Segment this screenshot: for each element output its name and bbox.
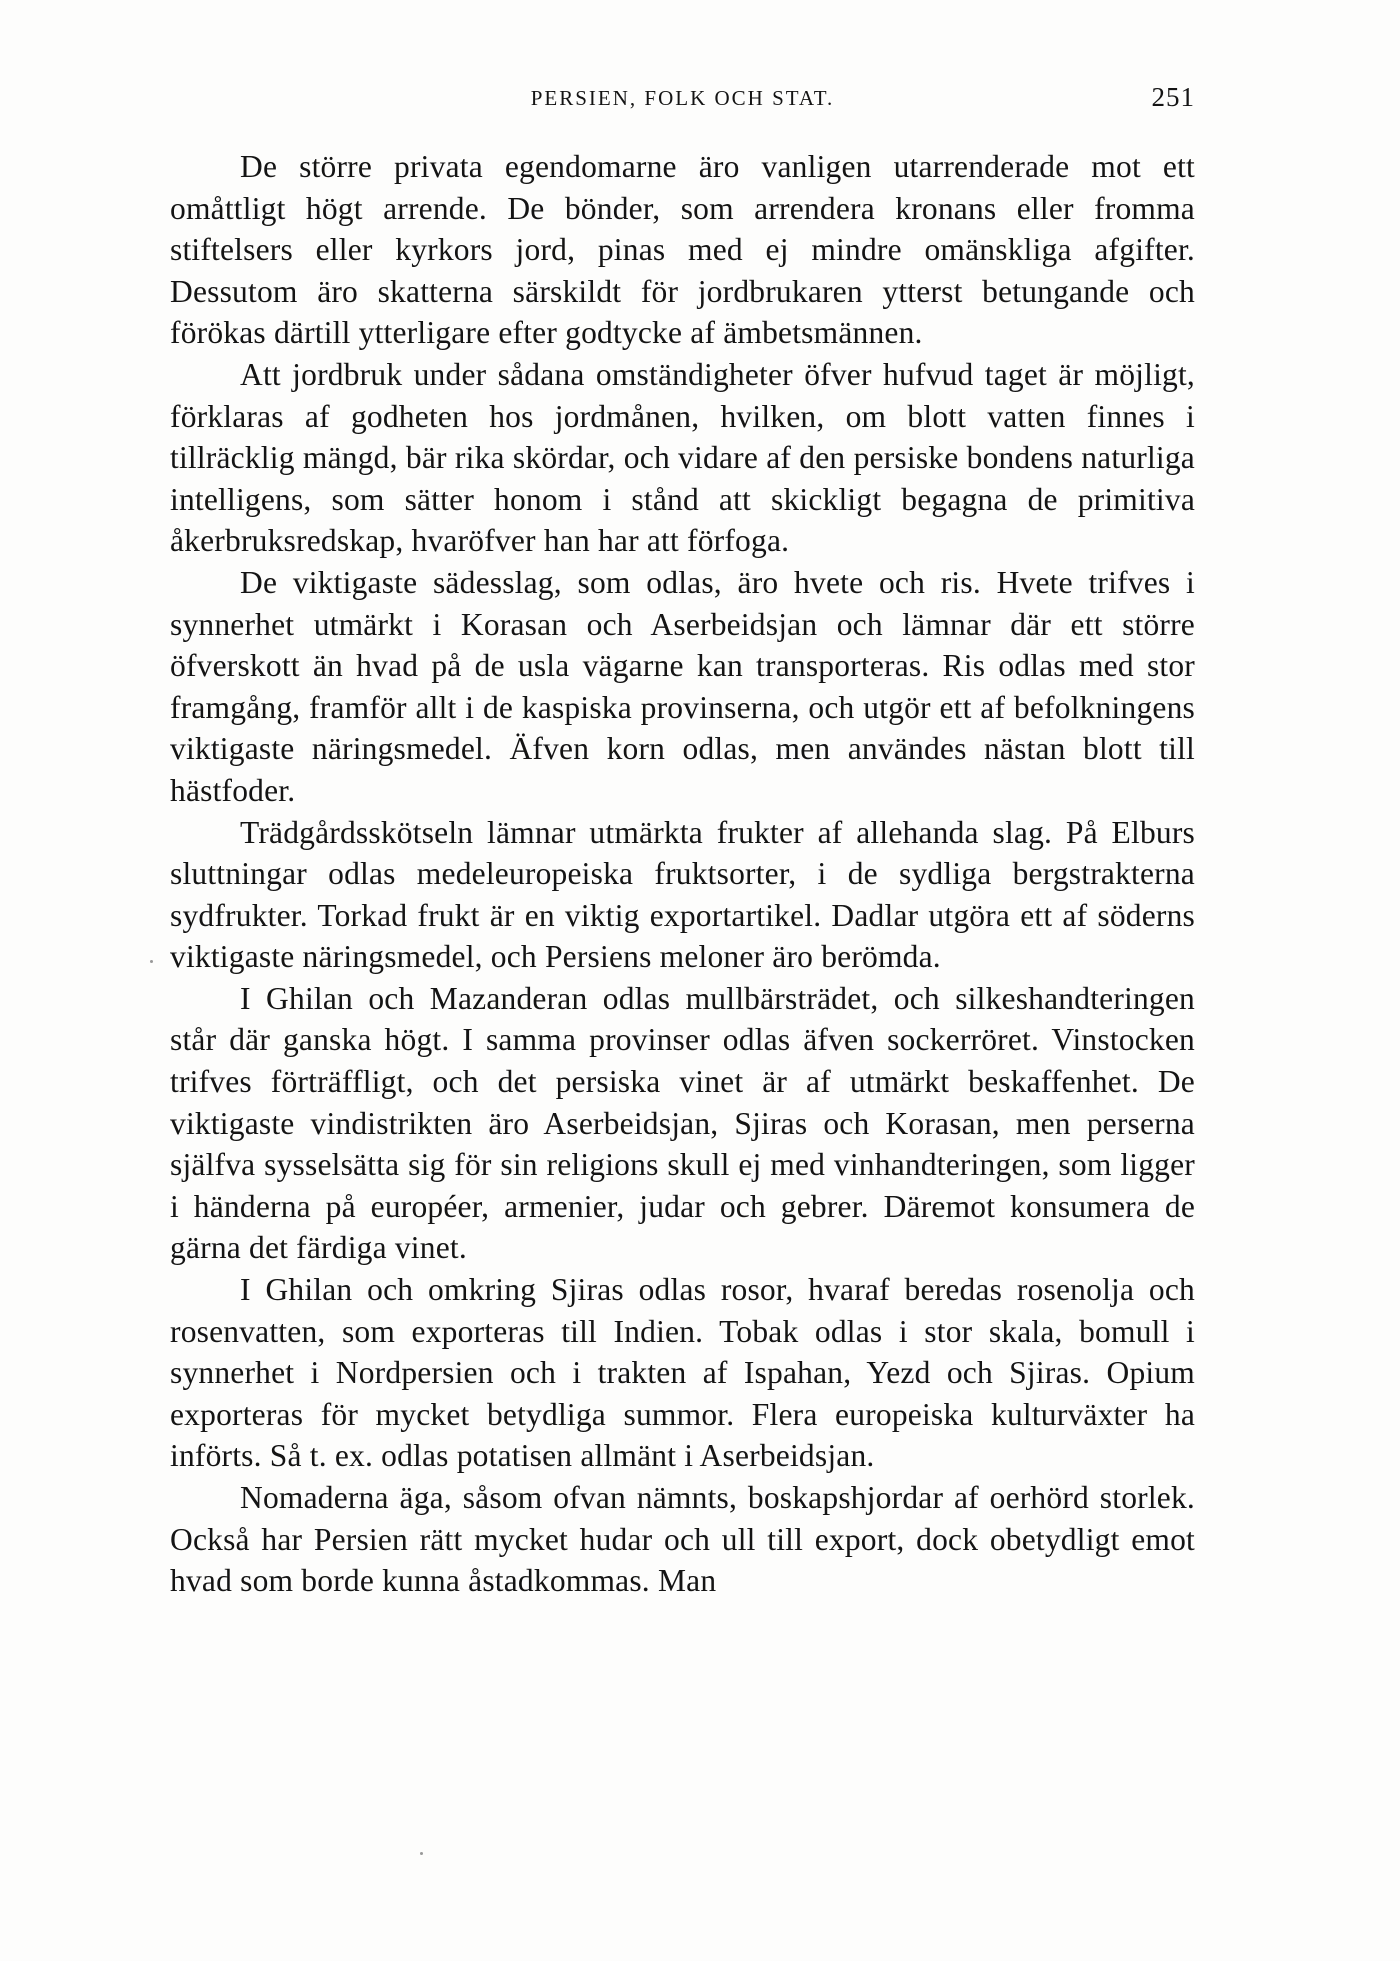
margin-speck (150, 960, 153, 963)
page-number: 251 (1151, 82, 1195, 112)
paragraph: I Ghilan och omkring Sjiras odlas rosor, hvaraf beredas rosenolja och rosenvatten, som exporteras till Indien. Tobak odlas i stor skala, bomull i synnerhet i Nordpersien och i trakten af Ispahan, Yezd och Sjiras. Opium exporteras för mycket betydliga summor. Flera europeiska kulturväxter ha införts. Så t. ex. odlas potatisen allmänt i Aserbeidsjan. (170, 1272, 1195, 1474)
running-header (170, 82, 1195, 122)
paragraph: Nomaderna äga, såsom ofvan nämnts, boskapshjordar af oerhörd storlek. Också har Persien rätt mycket hudar och ull till export, dock obetydligt emot hvad som borde kunna åstadkommas. Man (170, 1480, 1195, 1599)
running-title: PERSIEN, FOLK OCH STAT. (530, 86, 835, 110)
paragraph: Att jordbruk under sådana omständigheter öfver hufvud taget är möjligt, förklaras af godheten hos jordmånen, hvilken, om blott vatten finnes i tillräcklig mängd, bär rika skördar, och vidare af den persiske bondens naturliga intelligens, som sätter honom i stånd att skickligt begagna de primitiva åkerbruksredskap, hvaröfver han har att förfoga. (170, 356, 1195, 559)
margin-speck (420, 1852, 423, 1855)
body-text (170, 146, 1195, 1602)
paragraph: De större privata egendomarne äro vanligen utarrenderade mot ett omåttligt högt arrende. De bönder, som arrendera kronans eller fromma stiftelsers eller kyrkors jord, pinas med ej mindre omänskliga afgifter. Dessutom äro skatterna särskildt för jordbrukaren ytterst betungande och förökas därtill ytterligare efter godtycke af ämbetsmännen. (170, 149, 1195, 351)
paragraph: I Ghilan och Mazanderan odlas mullbärsträdet, och silkeshandteringen står där ganska högt. I samma provinser odlas äfven sockerröret. Vinstocken trifves förträffligt, och det persiska vinet är af utmärkt beskaffenhet. De viktigaste vindistrikten äro Aserbeidsjan, Sjiras och Korasan, men perserna själfva sysselsätta sig för sin religions skull ej med vinhandteringen, som ligger i händerna på européer, armenier, judar och gebrer. Däremot konsumera de gärna det färdiga vinet. (170, 980, 1195, 1266)
paragraph: Trädgårdsskötseln lämnar utmärkta frukter af allehanda slag. På Elburs sluttningar odlas medeleuropeiska fruktsorter, i de sydliga bergstrakterna sydfrukter. Torkad frukt är en viktig exportartikel. Dadlar utgöra ett af söderns viktigaste näringsmedel, och Persiens meloner äro berömda. (170, 814, 1195, 975)
paragraph: De viktigaste sädesslag, som odlas, äro hvete och ris. Hvete trifves i synnerhet utmärkt i Korasan och Aserbeidsjan och lämnar där ett större öfverskott än hvad på de usla vägarne kan transporteras. Ris odlas med stor framgång, framför allt i de kaspiska provinserna, och utgör ett af befolkningens viktigaste näringsmedel. Äfven korn odlas, men användes nästan blott till hästfoder. (170, 564, 1195, 808)
